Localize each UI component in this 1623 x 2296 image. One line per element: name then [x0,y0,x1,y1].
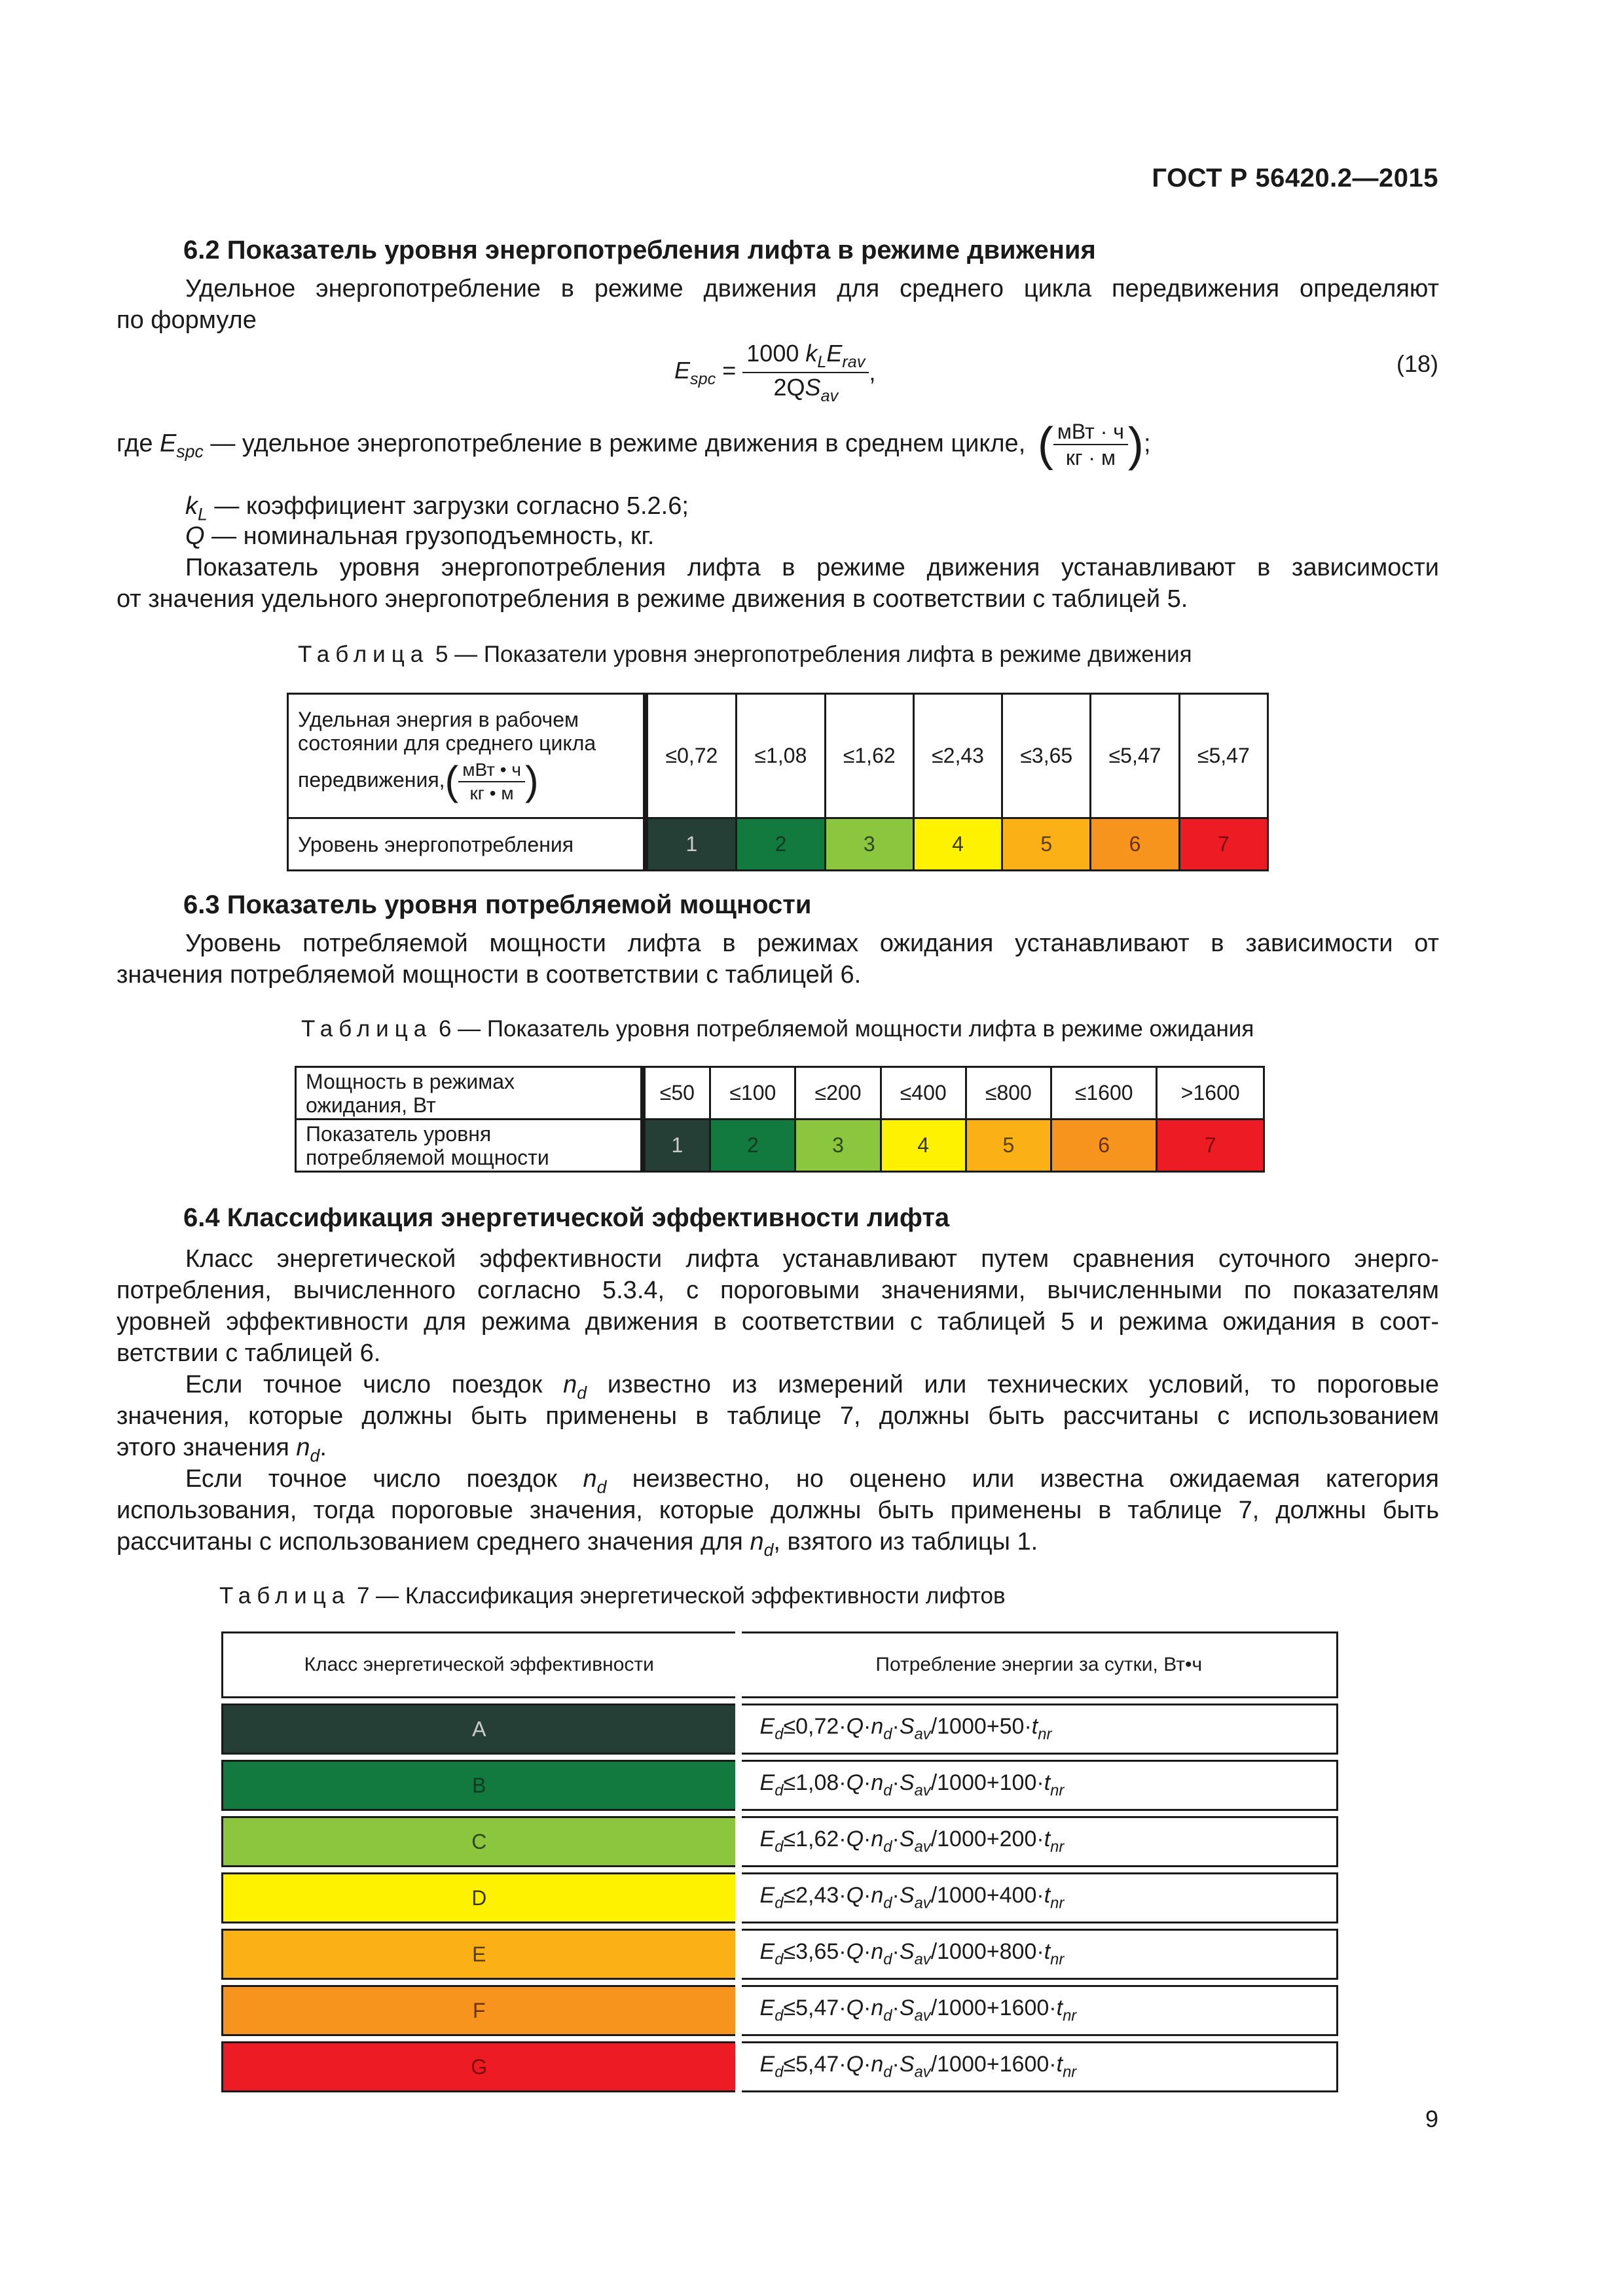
f-t: t [1056,2052,1063,2077]
unit-den: кг · м [1065,446,1116,470]
f-t: t [1044,1827,1051,1852]
formula-fraction [742,339,869,406]
paren-open: ( [1037,418,1053,471]
table7-class-cell: D [223,1874,739,1923]
table7-formula-cell [739,1761,1338,1810]
f-e: E [759,1883,775,1908]
s64-p1-l3: уровней эффективности для режима движения в соответствии с таблицей 5 и режима ожидания в соот- [117,1308,1439,1336]
table7-row [223,1705,1338,1754]
table5-level-4: 4 [913,818,1002,871]
f-coef: ≤5,47· [783,1995,847,2021]
table6-row1-label [296,1067,643,1120]
f-q: Q [846,2052,864,2077]
s64-p1-l4: ветствии с таблицей 6. [117,1339,381,1367]
unit-end: ; [1143,429,1151,458]
table7-gap-cell [739,1923,1338,1930]
f-t: t [1031,1714,1038,1740]
table7-class-cell: A [223,1705,739,1754]
table5-value-2: ≤1,08 [737,694,825,818]
f-s-sub: av [914,2063,931,2081]
f-coef: ≤2,43· [783,1883,847,1908]
f-s: S [899,1770,915,1796]
table7-formula-cell [739,1817,1338,1867]
f-t-sub: nr [1050,1950,1065,1969]
where-kl [185,492,689,524]
f-q: Q [846,1827,864,1852]
f-n: n [871,1827,884,1852]
f-n-sub: d [883,1894,892,1912]
table7-gap-cell [223,1867,739,1874]
f-s: S [899,1995,915,2021]
paren-close: ) [1127,418,1144,471]
table6-level-5: 5 [966,1120,1051,1172]
table6-value-5: ≤800 [966,1067,1051,1120]
f-t-sub: nr [1063,2007,1077,2025]
table7-row [223,1930,1338,1979]
f-dot: · [892,1939,900,1965]
table7-gap-cell [223,2035,739,2043]
table7-gap-row [223,1754,1338,1761]
f-q: Q [846,1939,864,1965]
f-s-sub: av [914,1950,931,1969]
table5-value-1: ≤0,72 [646,694,737,818]
t5-label-l3-wrap [298,759,643,804]
f-dot: · [864,1883,871,1908]
table5-level-6: 6 [1091,818,1179,871]
table7-gap-cell [739,1979,1338,1986]
q-var: Q [185,522,205,550]
f-dot: · [892,1827,900,1852]
table7-formula-cell [739,1705,1338,1754]
s62-p1-line1: Удельное энергопотребление в режиме движения для среднего цикла передвижения определяют [185,275,1439,302]
t5-label-l1: Удельная энергия в рабочем [298,707,579,731]
table7-gap-row [223,1867,1338,1874]
f-dot: · [892,1995,900,2021]
table6-value-7: >1600 [1157,1067,1264,1120]
table5-level-7: 7 [1179,818,1267,871]
f-e: E [759,1714,775,1740]
formula-num-e: E [826,340,843,367]
f-add: /1000+100· [930,1770,1044,1796]
f-t-sub: nr [1038,1725,1052,1743]
formula-num-e-sub: rav [842,352,866,371]
table7-col2-header: Потребление энергии за сутки, Вт•ч [739,1633,1338,1698]
p2-l3-nd-sub: d [310,1446,320,1466]
f-n: n [871,1770,884,1796]
f-s: S [899,2052,915,2077]
table5-row2-label: Уровень энергопотребления [288,818,646,871]
f-t: t [1056,1995,1063,2021]
table5-value-3: ≤1,62 [825,694,913,818]
t5-unit-num: мВт • ч [458,759,525,782]
p3-l3-nd-sub: d [763,1540,774,1560]
f-e-sub: d [775,2063,784,2081]
t5-paren-close: ) [524,758,539,804]
table6-level-6: 6 [1051,1120,1157,1172]
section-6-3-title: 6.3 Показатель уровня потребляемой мощности [183,890,812,919]
s62-p2-line1: Показатель уровня энергопотребления лифта в режиме движения устанавливают в зависимости [185,554,1439,581]
p3-l3-nd-var: n [750,1528,764,1556]
formula-number: (18) [1396,350,1438,377]
table7-gap-cell [739,2035,1338,2043]
table7-gap-cell [739,1754,1338,1761]
table5-row1-label [288,694,646,818]
kl-var: k [185,492,198,520]
s62-p1-line2: по формуле [117,306,257,334]
table6-level-1: 1 [643,1120,710,1172]
f-e-sub: d [775,1950,784,1969]
unit-num: мВт · ч [1053,419,1128,445]
f-s: S [899,1883,915,1908]
t5-paren-open: ( [445,758,459,804]
table7-gap-row [223,1698,1338,1705]
s64-p1-l2: потребления, вычисленного согласно 5.3.4, с пороговыми значениями, вычисленными по показателям [117,1277,1439,1304]
f-dot: · [892,1883,900,1908]
p3-l1a: Если точное число поездок [185,1465,558,1493]
table6-value-6: ≤1600 [1051,1067,1157,1120]
f-s: S [899,1827,915,1852]
table7-gap-row [223,1979,1338,1986]
f-s-sub: av [914,1894,931,1912]
p3-nd-var: n [583,1465,597,1493]
table7-gap-cell [223,1923,739,1930]
p2-l3-nd-var: n [296,1434,310,1461]
f-add: /1000+1600· [930,1995,1057,2021]
f-add: /1000+50· [930,1714,1032,1740]
f-add: /1000+200· [930,1827,1044,1852]
table7-class-cell: C [223,1817,739,1867]
table6-row-levels [296,1120,1264,1172]
table6-value-2: ≤100 [710,1067,795,1120]
q-text: — номинальная грузоподъемность, кг. [211,522,655,550]
f-dot: · [864,1939,871,1965]
p2-l3a: этого значения [117,1434,289,1461]
table6-caption-word: Таблица [301,1016,433,1042]
document-code: ГОСТ Р 56420.2—2015 [1152,164,1438,192]
t6-label1-l1: Мощность в режимах [306,1069,515,1093]
f-dot: · [892,1770,900,1796]
f-dot: · [864,1827,871,1852]
f-q: Q [846,1995,864,2021]
formula-lhs: E [674,356,691,384]
table7-gap-row [223,1923,1338,1930]
f-coef: ≤5,47· [783,2052,847,2077]
f-coef: ≤1,08· [783,1770,847,1796]
p3-l3b: , взятого из таблицы 1. [773,1528,1038,1556]
t6-label2-l1: Показатель уровня [306,1121,492,1146]
table-7 [221,1631,1338,2092]
table7-gap-cell [739,1698,1338,1705]
formula-lhs-sub: spc [690,369,716,388]
f-t-sub: nr [1050,1894,1065,1912]
f-s: S [899,1939,915,1965]
kl-sub: L [198,504,208,524]
p2-l1a: Если точное число поездок [185,1371,543,1398]
p3-nd [583,1465,607,1497]
s64-p3-l2: использования, тогда пороговые значения, которые должны быть применены в таблице 7, должны быть [117,1497,1439,1524]
table5-value-7: ≤5,47 [1179,694,1267,818]
table5-row-values [288,694,1268,818]
f-s-sub: av [914,1725,931,1743]
table5-value-6: ≤5,47 [1091,694,1179,818]
where-var: E [160,429,177,458]
t6-label2-l2: потребляемой мощности [306,1145,549,1169]
f-n: n [871,1883,884,1908]
s64-p2-l3 [117,1434,1439,1466]
table7-class-cell: G [223,2043,739,2092]
p3-l1b: неизвестно, но оценено или известна ожидаемая категория [632,1465,1439,1493]
formula-num-a: 1000 [746,340,799,367]
f-e-sub: d [775,1838,784,1856]
table7-row [223,2043,1338,2092]
table5-level-5: 5 [1002,818,1091,871]
page-number: 9 [1425,2105,1438,2132]
table7-gap-cell [223,1979,739,1986]
table7-formula-cell [739,2043,1338,2092]
table7-gap-cell [223,1754,739,1761]
formula-num-k: k [805,340,818,367]
table5-caption-rest: 5 — Показатели уровня энергопотребления лифта в режиме движения [435,642,1192,667]
table7-header-row [223,1633,1338,1698]
t5-label-l3: передвижения, [298,767,445,792]
formula-comma: , [869,359,876,386]
t5-unit [458,759,525,804]
table7-formula-cell [739,1986,1338,2035]
f-n: n [871,1939,884,1965]
kl-text: — коэффициент загрузки согласно 5.2.6; [214,492,689,520]
f-n-sub: d [883,1950,892,1969]
where-word: где [117,429,153,458]
f-add: /1000+400· [930,1883,1044,1908]
s64-p1-l1: Класс энергетической эффективности лифта устанавливают путем сравнения суточного энерго- [185,1245,1439,1273]
f-dot: · [892,1714,900,1740]
s63-p-line2: значения потребляемой мощности в соответствии с таблицей 6. [117,961,862,989]
table5-caption-word: Таблица [298,642,429,667]
table5-caption [298,642,1192,668]
f-n: n [871,1714,884,1740]
s62-p2-line2: от значения удельного энергопотребления в режиме движения в соответствии с таблицей 5. [117,585,1188,613]
f-e: E [759,1827,775,1852]
t5-label-l2: состоянии для среднего цикла [298,731,596,755]
formula-eq: = [722,356,737,384]
table6-row2-label [296,1120,643,1172]
s64-p2-l1 [185,1371,1439,1403]
f-s-sub: av [914,1838,931,1856]
f-q: Q [846,1714,864,1740]
f-n-sub: d [883,1725,892,1743]
where-q [185,522,654,551]
table-6 [295,1066,1265,1173]
f-e-sub: d [775,1725,784,1743]
p2-l3-dot: . [319,1434,327,1461]
t5-unit-den: кг • м [469,782,514,803]
table7-gap-cell [739,1867,1338,1874]
f-dot: · [864,2052,871,2077]
section-6-2-title: 6.2 Показатель уровня энергопотребления лифта в режиме движения [183,236,1096,264]
f-dot: · [864,1995,871,2021]
f-e-sub: d [775,1894,784,1912]
table5-value-4: ≤2,43 [913,694,1002,818]
f-e: E [759,1939,775,1965]
formula-18 [674,339,875,406]
formula-num-k-sub: L [817,352,827,371]
table7-formula-cell [739,1874,1338,1923]
f-coef: ≤0,72· [783,1714,847,1740]
table7-caption-rest: 7 — Классификация энергетической эффективности лифтов [356,1583,1006,1609]
f-n: n [871,1995,884,2021]
f-add: /1000+800· [930,1939,1044,1965]
table6-value-1: ≤50 [643,1067,710,1120]
f-e: E [759,2052,775,2077]
f-dot: · [864,1714,871,1740]
f-add: /1000+1600· [930,2052,1057,2077]
s64-p3-l3 [117,1528,1439,1560]
table7-row [223,1986,1338,2035]
table7-caption-word: Таблица [219,1583,351,1609]
f-t: t [1044,1770,1051,1796]
f-n: n [871,2052,884,2077]
f-t: t [1044,1883,1051,1908]
p2-nd-var: n [563,1371,577,1398]
table5-level-3: 3 [825,818,913,871]
f-q: Q [846,1883,864,1908]
table7-formula-cell [739,1930,1338,1979]
s64-p3-l1 [185,1465,1439,1497]
table7-class-cell: E [223,1930,739,1979]
unit-fraction [1053,419,1128,471]
f-s-sub: av [914,1781,931,1800]
f-n-sub: d [883,1781,892,1800]
p2-nd [563,1371,587,1403]
table6-level-2: 2 [710,1120,795,1172]
table7-gap-cell [223,1810,739,1817]
section-6-4-title: 6.4 Классификация энергетической эффективности лифта [183,1203,950,1232]
s64-p2-l2: значения, которые должны быть применены в таблице 7, должны быть рассчитаны с использованием [117,1402,1439,1430]
table7-gap-row [223,2035,1338,2043]
table5-value-5: ≤3,65 [1002,694,1091,818]
f-e-sub: d [775,2007,784,2025]
f-coef: ≤3,65· [783,1939,847,1965]
p3-nd-sub: d [596,1477,607,1497]
f-s: S [899,1714,915,1740]
table7-gap-row [223,1810,1338,1817]
f-n-sub: d [883,2007,892,2025]
table6-caption [301,1016,1254,1042]
table5-row-levels [288,818,1268,871]
f-t-sub: nr [1050,1781,1065,1800]
p2-l1b: известно из измерений или технических условий, то пороговые [607,1371,1439,1398]
f-n-sub: d [883,2063,892,2081]
f-dot: · [892,2052,900,2077]
table5-level-2: 2 [737,818,825,871]
table6-level-7: 7 [1157,1120,1264,1172]
f-t-sub: nr [1050,1838,1065,1856]
table6-level-3: 3 [795,1120,881,1172]
s63-p-line1: Уровень потребляемой мощности лифта в режимах ожидания устанавливают в зависимости от [185,930,1439,957]
table5-level-1: 1 [646,818,737,871]
table6-caption-rest: 6 — Показатель уровня потребляемой мощности лифта в режиме ожидания [438,1016,1254,1042]
f-coef: ≤1,62· [783,1827,847,1852]
f-n-sub: d [883,1838,892,1856]
t6-label1-l2: ожидания, Вт [306,1093,436,1117]
table7-class-cell: B [223,1761,739,1810]
f-e: E [759,1770,775,1796]
f-q: Q [846,1770,864,1796]
table7-gap-cell [223,1698,739,1705]
formula-den-a: 2Q [773,374,805,401]
table7-gap-cell [739,1810,1338,1817]
table7-class-cell: F [223,1986,739,2035]
table6-value-4: ≤400 [881,1067,966,1120]
f-e-sub: d [775,1781,784,1800]
table6-level-4: 4 [881,1120,966,1172]
where-text: — удельное энергопотребление в режиме движения в среднем цикле, [210,429,1026,458]
table7-row [223,1761,1338,1810]
f-t: t [1044,1939,1051,1965]
p2-nd-sub: d [577,1383,587,1403]
f-s-sub: av [914,2007,931,2025]
f-dot: · [864,1770,871,1796]
table7-col1-header: Класс энергетической эффективности [223,1633,739,1698]
where-espc [117,419,1151,471]
table7-row [223,1817,1338,1867]
where-sub: spc [176,441,204,462]
f-e: E [759,1995,775,2021]
formula-den-s-sub: av [820,386,839,405]
formula-den-s: S [805,374,821,401]
table7-row [223,1874,1338,1923]
f-t-sub: nr [1063,2063,1077,2081]
p3-l3a: рассчитаны с использованием среднего значения для [117,1528,743,1556]
table6-row-values [296,1067,1264,1120]
table-5 [287,693,1269,871]
table7-caption [219,1583,1006,1609]
table6-value-3: ≤200 [795,1067,881,1120]
